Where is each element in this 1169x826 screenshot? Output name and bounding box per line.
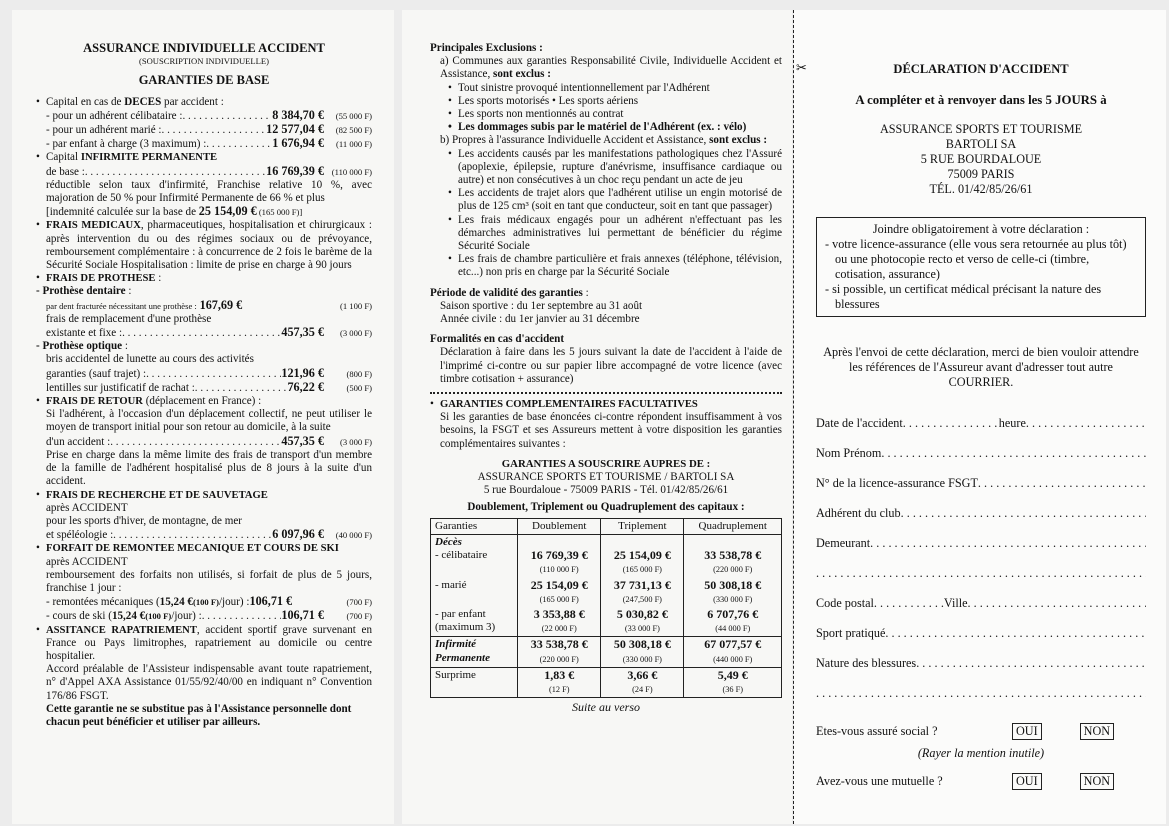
- complementaires-text: Si les garanties de base énoncées ci-contre répondent insuffisamment à vos besoins, la FSGT et ses Assureurs mettent à votre disposition les garanties complémentaires suivantes :: [440, 411, 782, 450]
- retour-accident-row: d'un accident : . . . 457,35 € (3 000 F): [36, 435, 372, 449]
- left-column: [36, 42, 372, 729]
- exclusions-b: b) Propres à l'assurance Individuelle Accident et Assistance, sont exclus :: [440, 134, 768, 147]
- table-row-enfant: - par enfant (maximum 3) 3 353,88 € (22 000 F) 5 030,82 € (33 000 F) 6 707,76 € (44 000 F): [431, 607, 782, 637]
- exclusion-item: • Les sports non mentionnés au contrat: [448, 108, 782, 121]
- address-line: 75009 PARIS: [947, 167, 1015, 181]
- nom-field[interactable]: Nom Prénom . . .: [816, 446, 1146, 476]
- middle-column: [430, 42, 782, 714]
- attachment-line: - votre licence-assurance (elle vous sera retournée au plus tôt) ou une photocopie recto et verso de celle-ci (timbre, cotisation, assurance): [825, 237, 1127, 281]
- infirmite-item: • Capital INFIRMITE PERMANENTE: [36, 151, 372, 164]
- table-header-cell: Garanties: [431, 518, 518, 534]
- infirmite-bracket: [indemnité calculée sur la base de 25 154,09 € (165 000 F)]: [46, 204, 303, 219]
- demeurant-field[interactable]: Demeurant . . .: [816, 536, 1146, 566]
- licence-field[interactable]: N° de la licence-assurance FSGT . . .: [816, 476, 1146, 506]
- declaration-subtitle: A compléter et à renvoyer dans les 5 JOURS à: [855, 93, 1107, 107]
- prothese-dentaire-label: - Prothèse dentaire :: [36, 285, 132, 298]
- complementaires-title: • GARANTIES COMPLEMENTAIRES FACULTATIVES: [430, 398, 782, 411]
- dent-remplacement: frais de remplacement d'une prothèse: [46, 312, 212, 325]
- forfait-ski-row: - cours de ski ( 15,24 € (100 F) /jour) : . . . 106,71 € (700 F): [36, 609, 372, 623]
- recherche-apres: après ACCIDENT: [46, 501, 128, 514]
- formalites-section: Formalités en cas d'accident Déclaration à faire dans les 5 jours suivant la date de l'accident à l'aide de l'imprimé ci-contre ou sur papier libre accompagné de votre licence (avec timbre cotisation + assurance): [430, 333, 782, 385]
- prothese-optique-label: - Prothèse optique :: [36, 340, 128, 353]
- souscrire-line-1: ASSURANCE SPORTS ET TOURISME / BARTOLI SA: [477, 471, 735, 484]
- exclusions-a-list: [430, 82, 782, 122]
- exclusions-title: Principales Exclusions :: [430, 42, 543, 54]
- exclusion-item: • Tout sinistre provoqué intentionnellement par l'Adhérent: [448, 82, 782, 95]
- table-row-marie: - marié 25 154,09 € (165 000 F) 37 731,13 € (247,500 F) 50 308,18 € (330 000 F): [431, 578, 782, 607]
- insurer-address: [816, 122, 1146, 197]
- address-line: 5 RUE BOURDALOUE: [920, 152, 1042, 166]
- souscrire-title: GARANTIES A SOUSCRIRE AUPRES DE :: [501, 457, 711, 470]
- recherche-item: • FRAIS DE RECHERCHE ET DE SAUVETAGE: [36, 489, 372, 502]
- table-header-cell: Doublement: [518, 518, 601, 534]
- exclusions-b-list: [430, 148, 782, 280]
- forfait-text: remboursement des forfaits non utilisés, si forfait de plus de 5 jours, franchise 1 jour :: [46, 568, 372, 594]
- dent-fracturee-row: par dent fracturée nécessitant une prothèse : 167,69 € (1 100 F): [46, 297, 372, 312]
- blessures-field[interactable]: Nature des blessures . . .: [816, 656, 1146, 686]
- date-field[interactable]: Date de l'accident . . . heure . . .: [816, 416, 1146, 446]
- deces-item: • Capital en cas de DECES par accident :: [36, 96, 372, 109]
- deces-enfant-row: - par enfant à charge (3 maximum) : . . . 1 676,94 € (11 000 F): [36, 137, 372, 151]
- table-row-surprime: Surprime 1,83 € (12 F) 3,66 € (24 F) 5,49 € (36 F): [431, 667, 782, 697]
- address-line: BARTOLI SA: [945, 137, 1017, 151]
- rayer-note: (Rayer la mention inutile): [917, 746, 1045, 760]
- club-field[interactable]: Adhérent du club . . .: [816, 506, 1146, 536]
- assure-social-oui-checkbox[interactable]: OUI: [1012, 723, 1042, 740]
- exclusions-a: a) Communes aux garanties Responsabilité Civile, Individuelle Accident et Assistance, sont exclus :: [440, 55, 782, 81]
- deces-celibataire-row: - pour un adhérent célibataire : . . . 8 384,70 € (55 000 F): [36, 109, 372, 123]
- exclusion-item: • Les sports motorisés • Les sports aériens: [448, 95, 782, 108]
- form-fields: [816, 416, 1146, 796]
- cut-line: [793, 10, 794, 824]
- address-line: ASSURANCE SPORTS ET TOURISME: [879, 122, 1083, 136]
- exclusions-a-bold-item: • Les dommages subis par le matériel de l'Adhérent (ex. : vélo): [430, 121, 782, 134]
- table-header: [431, 518, 782, 534]
- assistance-bold: Cette garantie ne se substitue pas à l'Assistance personnelle dont chacun peut bénéficier et utiliser par ailleurs.: [46, 702, 352, 728]
- declaration-title: DÉCLARATION D'ACCIDENT: [893, 62, 1069, 76]
- forfait-apres: après ACCIDENT: [46, 555, 128, 568]
- exclusion-item: • Les accidents causés par les manifestations pathologiques chez l'Assuré (apoplexie, épilepsie, rupture d'anévrisme, insuffisance cardiaque ou autre) et non consécutives à un choc reçu pendant un acte de jeu: [448, 148, 782, 188]
- periode-section: Période de validité des garanties : Saison sportive : du 1er septembre au 31 août Année civile : du 1er janvier au 31 décembre: [430, 286, 643, 326]
- mutuelle-question: Avez-vous une mutuelle ? OUI NON: [816, 766, 1146, 796]
- souscrire-line-2: 5 rue Bourdaloue - 75009 PARIS - Tél. 01/42/85/26/61: [483, 484, 729, 497]
- frais-medicaux-item: • FRAIS MEDICAUX, pharmaceutiques, hospitalisation et chirurgicaux : après intervention du ou des régimes sociaux ou de prévoyance, remboursement complémentaire : à concurrence de 2 fois le barème de la Sécurité Sociale Hospitalisation : limite de prise en charge à 90 jours: [36, 219, 372, 272]
- prothese-item: • FRAIS DE PROTHESE :: [36, 272, 372, 285]
- assistance-text-2: Accord préalable de l'Assisteur indispensable avant toute rapatriement, n° d'Appel AXA Assistance 01/55/92/40/00 en indiquant n° Convention 176/86 FSGT.: [46, 663, 372, 702]
- after-send-note: Après l'envoi de cette déclaration, merci de bien vouloir attendre les références de l'Assureur avant d'adresser tout autre COURRIER.: [823, 345, 1139, 389]
- dotted-divider: [430, 392, 782, 394]
- exclusion-item: • Les frais médicaux engagés pour un adhérent n'effectuant pas les démarches administratives lui permettant de bénéficier du régime Sécurité Sociale: [448, 214, 782, 254]
- table-row-deces: Décès - célibataire 16 769,39 € (110 000 F) 25 154,09 € (165 000 F) 33 538,78 € (220 000 F): [431, 534, 782, 577]
- table-header-cell: Quadruplement: [684, 518, 782, 534]
- table-row-infirmite: Infirmité Permanente 33 538,78 € (220 000 F) 50 308,18 € (330 000 F) 67 077,57 € (440 000 F): [431, 637, 782, 667]
- retour-item: • FRAIS DE RETOUR (déplacement en France) :: [36, 395, 372, 408]
- retour-text: Si l'adhérent, à l'occasion d'un déplacement collectif, ne peut utiliser le moyen de transport initial pour son retour au domicile, à la suite: [46, 408, 372, 434]
- recherche-text: pour les sports d'hiver, de montagne, de mer: [46, 514, 242, 527]
- cp-ville-field[interactable]: Code postal . . . Ville . . .: [816, 596, 1146, 626]
- address-line: TÉL. 01/42/85/26/61: [929, 182, 1033, 196]
- recherche-speleo-row: et spéléologie : . . . 6 097,96 € (40 000 F): [36, 528, 372, 542]
- doublement-title: Doublement, Triplement ou Quadruplement des capitaux :: [467, 500, 745, 513]
- capitaux-table: [430, 518, 782, 698]
- page-title: ASSURANCE INDIVIDUELLE ACCIDENT: [83, 41, 325, 55]
- table-header-cell: Triplement: [601, 518, 684, 534]
- demeurant-field-2[interactable]: [816, 566, 1146, 596]
- assistance-item: • ASSITANCE RAPATRIEMENT, accident sportif grave survenant en France ou Pays limitrophes, rapatriement au domicile ou centre hospitalier.: [36, 624, 372, 664]
- blessures-field-2[interactable]: [816, 686, 1146, 716]
- section-heading: GARANTIES DE BASE: [138, 73, 270, 88]
- scissors-icon: ✂: [796, 60, 807, 75]
- forfait-remontees-row: - remontées mécaniques ( 15,24 € (100 F) /jour) : 106,71 € (700 F): [46, 594, 372, 609]
- optique-lentilles-row: lentilles sur justificatif de rachat : . . . 76,22 € (500 F): [36, 381, 372, 395]
- attachment-line: Joindre obligatoirement à votre déclaration :: [872, 222, 1090, 236]
- sport-field[interactable]: Sport pratiqué . . .: [816, 626, 1146, 656]
- deces-marie-row: - pour un adhérent marié : . . . 12 577,04 € (82 500 F): [36, 123, 372, 137]
- declaration-form: [816, 62, 1146, 796]
- assure-social-non-checkbox[interactable]: NON: [1080, 723, 1114, 740]
- mutuelle-non-checkbox[interactable]: NON: [1080, 773, 1114, 790]
- page-subtitle: (SOUSCRIPTION INDIVIDUELLE): [138, 56, 270, 67]
- retour-text-2: Prise en charge dans la même limite des frais de transport d'un membre de la famille de l'adhérent hospitalisé plus de 8 jours à la suite d'un accident.: [46, 448, 372, 488]
- infirmite-text: réductible selon taux d'infirmité, Franchise relative 10 %, avec majoration de 50 % pour Infirmité Permanente de 66 % et plus: [46, 178, 372, 205]
- exclusion-item: • Les accidents de trajet alors que l'adhérent utilise un engin motorisé de plus de 125 cm³ (soit en tant que conducteur, soit en tant que passager): [448, 187, 782, 213]
- attachment-line: - si possible, un certificat médical précisant la nature des blessures: [825, 282, 1102, 311]
- attachments-box: [816, 217, 1146, 317]
- exclusion-item: • Les frais de chambre particulière et frais annexes (téléphone, télévision, etc...) non pris en charge par la Sécurité Sociale: [448, 253, 782, 279]
- mutuelle-oui-checkbox[interactable]: OUI: [1012, 773, 1042, 790]
- optique-bris: bris accidentel de lunette au cours des activités: [46, 353, 254, 366]
- suite-au-verso: Suite au verso: [572, 700, 640, 715]
- assure-social-question: Etes-vous assuré social ? OUI NON: [816, 716, 1146, 746]
- infirmite-base-row: de base : . . . 16 769,39 € (110 000 F): [36, 165, 372, 179]
- forfait-item: • FORFAIT DE REMONTEE MECANIQUE ET COURS DE SKI: [36, 542, 372, 555]
- optique-garanties-row: garanties (sauf trajet) : . . . 121,96 € (800 F): [36, 367, 372, 381]
- dent-existante-row: existante et fixe : . . . 457,35 € (3 000 F): [36, 326, 372, 340]
